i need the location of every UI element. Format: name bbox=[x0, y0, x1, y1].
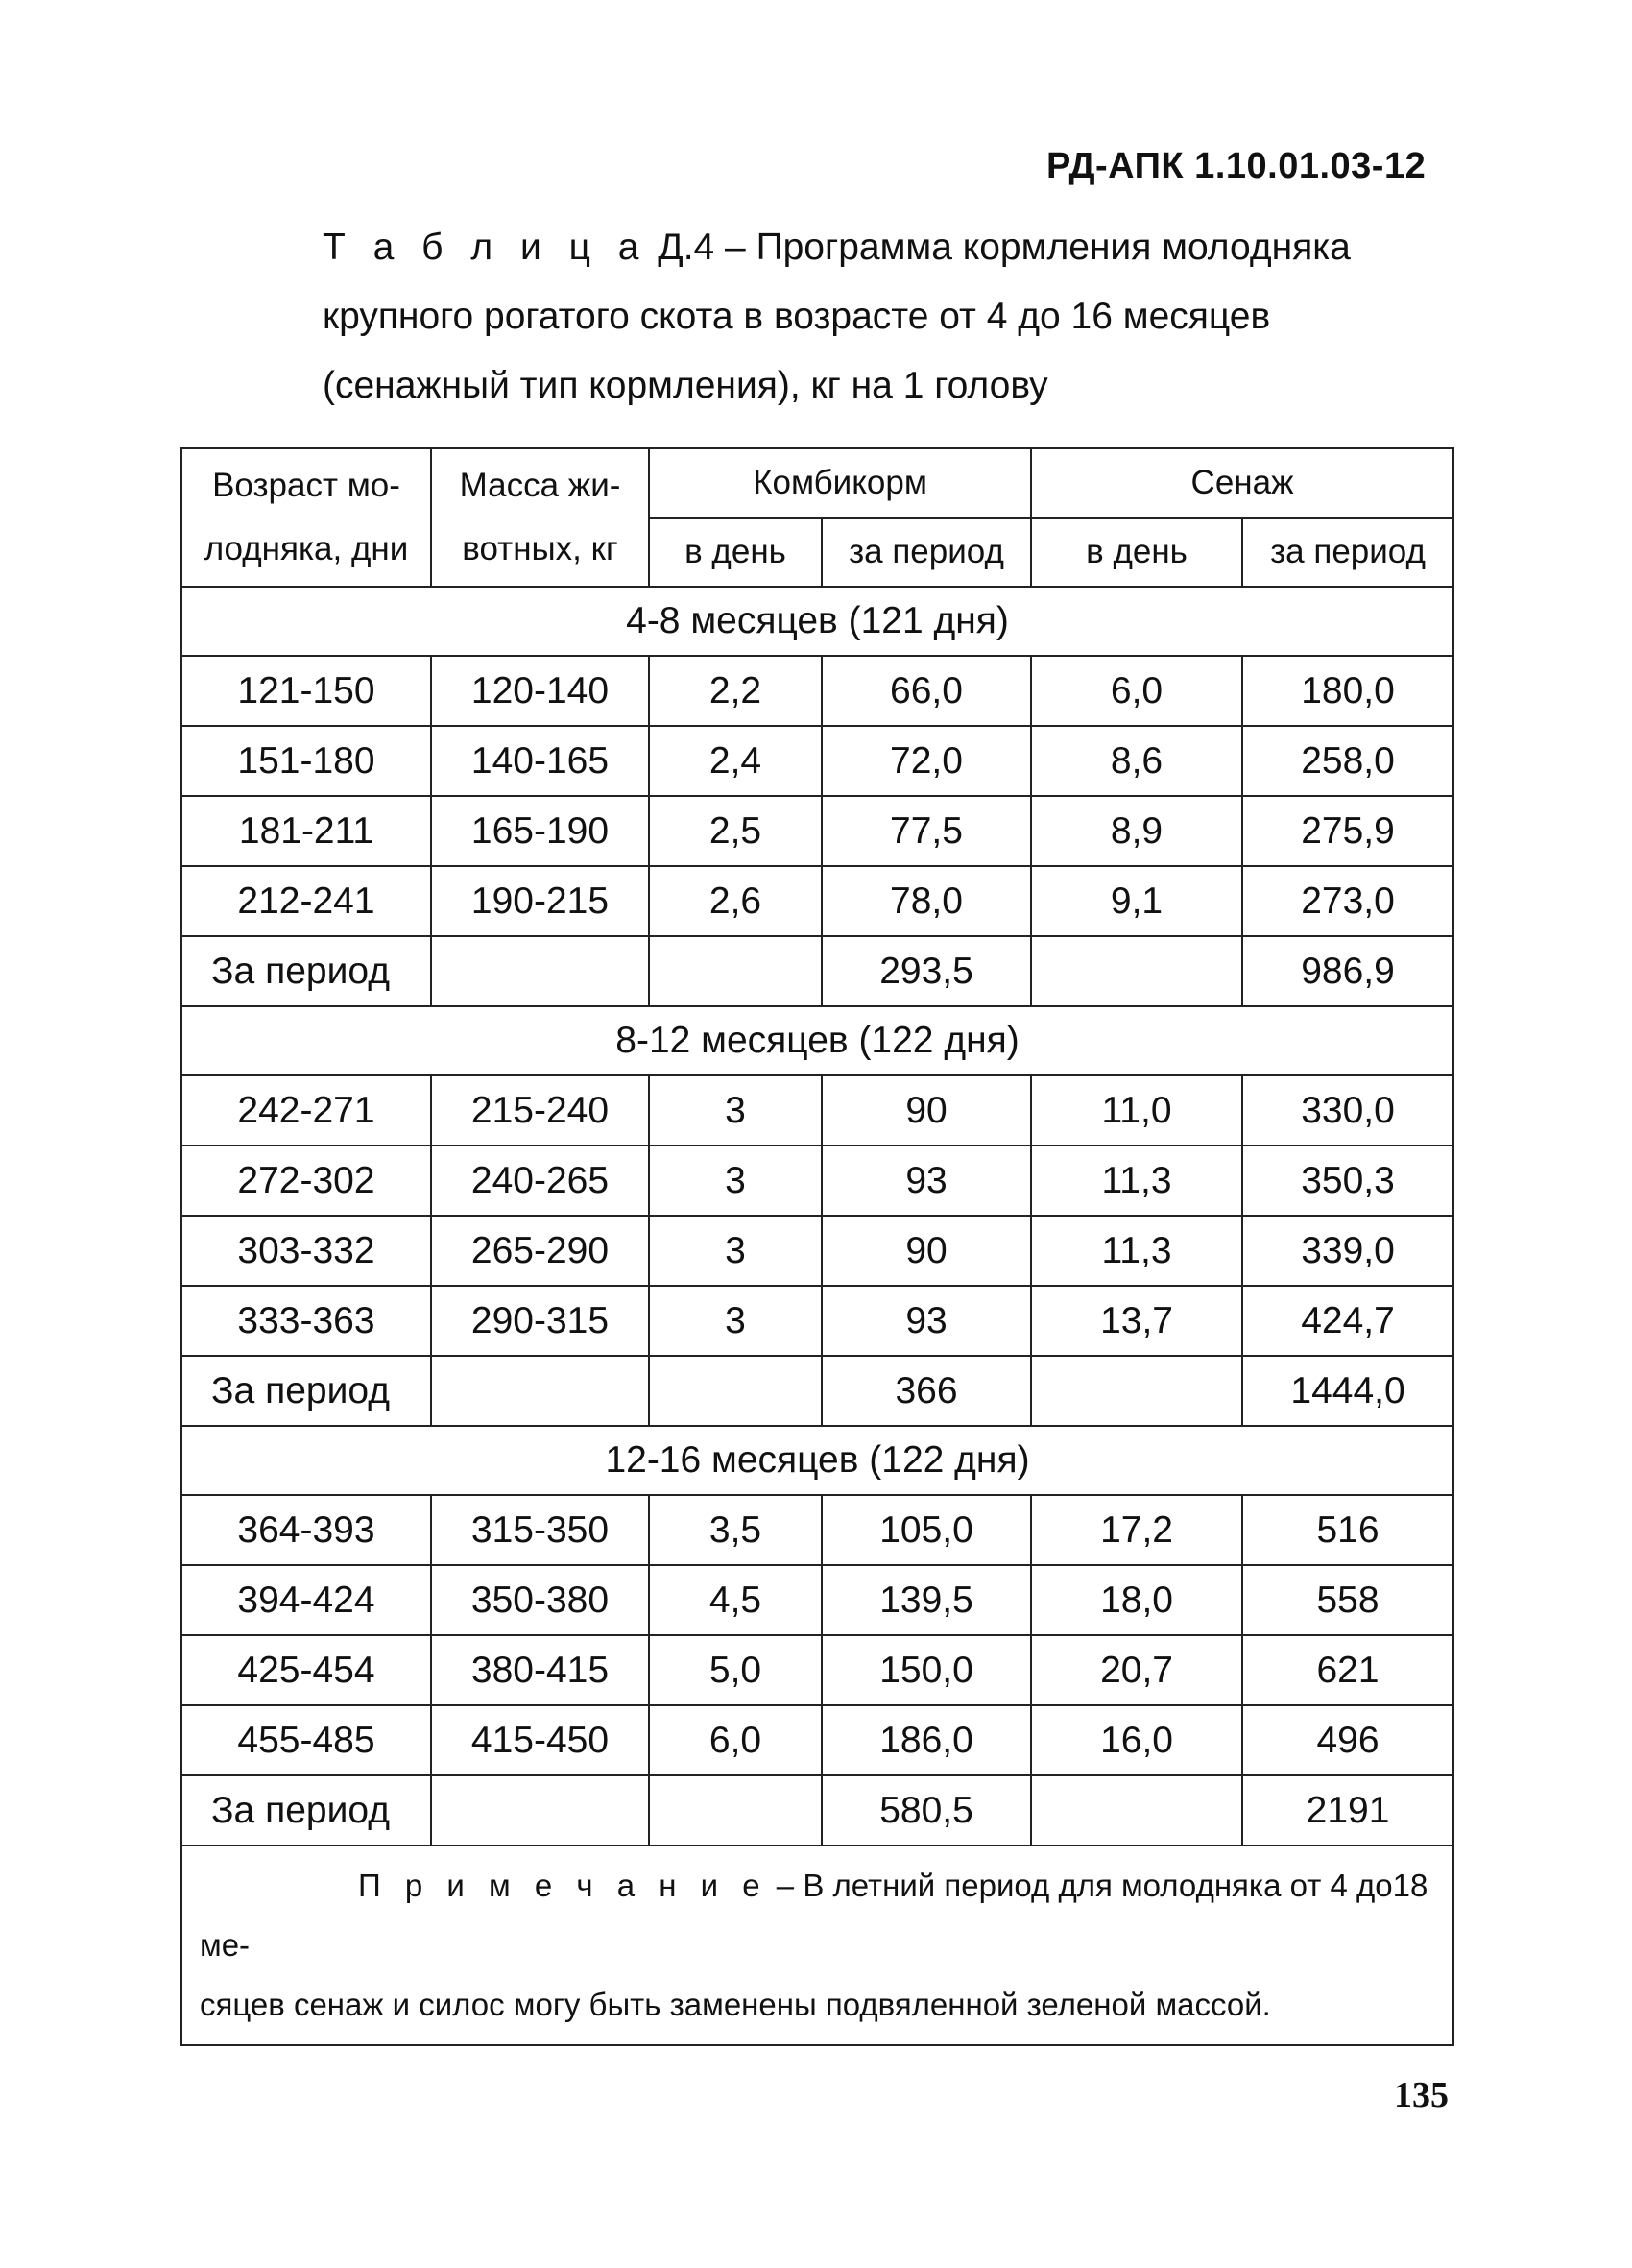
table-cell: 186,0 bbox=[822, 1705, 1031, 1775]
total-cell: 986,9 bbox=[1242, 936, 1453, 1006]
table-cell: 258,0 bbox=[1242, 726, 1453, 796]
table-cell: 6,0 bbox=[649, 1705, 822, 1775]
document-code: РД-АПК 1.10.01.03-12 bbox=[1046, 146, 1427, 186]
table-note bbox=[181, 1846, 1453, 2045]
total-cell bbox=[1031, 936, 1242, 1006]
table-cell: 273,0 bbox=[1242, 866, 1453, 936]
table-row bbox=[181, 866, 1453, 936]
table-row bbox=[181, 796, 1453, 866]
table-cell: 621 bbox=[1242, 1635, 1453, 1705]
total-cell: 2191 bbox=[1242, 1775, 1453, 1846]
table-cell: 16,0 bbox=[1031, 1705, 1242, 1775]
table-row bbox=[181, 1705, 1453, 1775]
table-cell: 265-290 bbox=[431, 1216, 649, 1286]
table-cell: 150,0 bbox=[822, 1635, 1031, 1705]
table-cell: 8,6 bbox=[1031, 726, 1242, 796]
table-cell: 181-211 bbox=[181, 796, 431, 866]
table-cell: 140-165 bbox=[431, 726, 649, 796]
section-row bbox=[181, 587, 1453, 656]
total-cell bbox=[649, 1356, 822, 1426]
table-cell: 3 bbox=[649, 1216, 822, 1286]
feeding-program-table bbox=[180, 447, 1454, 2046]
table-cell: 180,0 bbox=[1242, 656, 1453, 726]
table-cell: 4,5 bbox=[649, 1565, 822, 1635]
table-cell: 11,3 bbox=[1031, 1146, 1242, 1216]
note-label: П р и м е ч а н и е bbox=[358, 1868, 768, 1903]
total-cell: 580,5 bbox=[822, 1775, 1031, 1846]
header-compound-feed: Комбикорм bbox=[649, 448, 1031, 518]
header-mass bbox=[431, 448, 649, 587]
table-cell: 415-450 bbox=[431, 1705, 649, 1775]
total-cell bbox=[649, 1775, 822, 1846]
caption-line-3: (сенажный тип кормления), кг на 1 голову bbox=[323, 365, 1048, 406]
section-title: 8-12 месяцев (122 дня) bbox=[181, 1006, 1453, 1075]
table-cell: 240-265 bbox=[431, 1146, 649, 1216]
caption-line-1 bbox=[323, 213, 1475, 282]
total-cell bbox=[1031, 1775, 1242, 1846]
total-cell: 366 bbox=[822, 1356, 1031, 1426]
table-cell: 2,6 bbox=[649, 866, 822, 936]
table-cell: 93 bbox=[822, 1146, 1031, 1216]
table-cell: 6,0 bbox=[1031, 656, 1242, 726]
header-row-1 bbox=[181, 448, 1453, 518]
table-cell: 215-240 bbox=[431, 1075, 649, 1146]
note-text: – В летний период для молодняка от 4 до18 ме- bbox=[200, 1868, 1428, 1963]
table-cell: 190-215 bbox=[431, 866, 649, 936]
table-cell: 5,0 bbox=[649, 1635, 822, 1705]
table-cell: 3 bbox=[649, 1075, 822, 1146]
header-haylage: Сенаж bbox=[1031, 448, 1453, 518]
total-label: За период bbox=[181, 936, 431, 1006]
table-cell: 121-150 bbox=[181, 656, 431, 726]
table-row bbox=[181, 1146, 1453, 1216]
table-caption bbox=[323, 213, 1475, 421]
note-line-2: сяцев сенаж и силос могу быть заменены подвяленной зеленой массой. bbox=[200, 1987, 1271, 2022]
note-row bbox=[181, 1846, 1453, 2045]
table-cell: 3 bbox=[649, 1286, 822, 1356]
table-cell: 364-393 bbox=[181, 1495, 431, 1565]
table-cell: 394-424 bbox=[181, 1565, 431, 1635]
table-cell: 380-415 bbox=[431, 1635, 649, 1705]
table-cell: 3,5 bbox=[649, 1495, 822, 1565]
total-cell bbox=[431, 936, 649, 1006]
table-cell: 90 bbox=[822, 1075, 1031, 1146]
table-row bbox=[181, 1286, 1453, 1356]
table-cell: 93 bbox=[822, 1286, 1031, 1356]
total-label: За период bbox=[181, 1775, 431, 1846]
table-cell: 272-302 bbox=[181, 1146, 431, 1216]
header-mass-line-1: Масса жи- bbox=[459, 467, 621, 504]
section-row bbox=[181, 1426, 1453, 1495]
table-cell: 151-180 bbox=[181, 726, 431, 796]
table-cell: 2,2 bbox=[649, 656, 822, 726]
table-row bbox=[181, 1565, 1453, 1635]
table-row bbox=[181, 656, 1453, 726]
table-cell: 242-271 bbox=[181, 1075, 431, 1146]
table-row bbox=[181, 1216, 1453, 1286]
table-cell: 350-380 bbox=[431, 1565, 649, 1635]
table-cell: 424,7 bbox=[1242, 1286, 1453, 1356]
total-cell: 1444,0 bbox=[1242, 1356, 1453, 1426]
table-cell: 425-454 bbox=[181, 1635, 431, 1705]
total-label: За период bbox=[181, 1356, 431, 1426]
table-row bbox=[181, 1635, 1453, 1705]
header-age-line-1: Возраст мо- bbox=[212, 467, 400, 504]
note-line-1 bbox=[200, 1856, 1439, 1975]
header-mass-line-2: вотных, кг bbox=[462, 530, 618, 567]
table-cell: 11,0 bbox=[1031, 1075, 1242, 1146]
section-row bbox=[181, 1006, 1453, 1075]
table-cell: 333-363 bbox=[181, 1286, 431, 1356]
total-cell bbox=[431, 1775, 649, 1846]
table-cell: 20,7 bbox=[1031, 1635, 1242, 1705]
table-cell: 90 bbox=[822, 1216, 1031, 1286]
table-cell: 13,7 bbox=[1031, 1286, 1242, 1356]
table-cell: 303-332 bbox=[181, 1216, 431, 1286]
total-cell: 293,5 bbox=[822, 936, 1031, 1006]
table-cell: 350,3 bbox=[1242, 1146, 1453, 1216]
caption-line-2: крупного рогатого скота в возрасте от 4 до 16 месяцев bbox=[323, 296, 1271, 337]
total-cell bbox=[1031, 1356, 1242, 1426]
header-haylage-per-period: за период bbox=[1242, 518, 1453, 587]
total-row bbox=[181, 1775, 1453, 1846]
table-cell: 105,0 bbox=[822, 1495, 1031, 1565]
table-cell: 496 bbox=[1242, 1705, 1453, 1775]
table-cell: 66,0 bbox=[822, 656, 1031, 726]
table-cell: 72,0 bbox=[822, 726, 1031, 796]
table-cell: 516 bbox=[1242, 1495, 1453, 1565]
table-cell: 78,0 bbox=[822, 866, 1031, 936]
table-cell: 139,5 bbox=[822, 1565, 1031, 1635]
table-cell: 455-485 bbox=[181, 1705, 431, 1775]
total-cell bbox=[649, 936, 822, 1006]
caption-title: Д.4 – Программа кормления молодняка bbox=[658, 227, 1351, 268]
header-feed-per-day: в день bbox=[649, 518, 822, 587]
table-row bbox=[181, 726, 1453, 796]
table-cell: 11,3 bbox=[1031, 1216, 1242, 1286]
header-haylage-per-day: в день bbox=[1031, 518, 1242, 587]
header-age-line-2: лодняка, дни bbox=[204, 530, 409, 567]
table-cell: 212-241 bbox=[181, 866, 431, 936]
table-cell: 275,9 bbox=[1242, 796, 1453, 866]
page-number: 135 bbox=[1394, 2075, 1449, 2115]
section-title: 12-16 месяцев (122 дня) bbox=[181, 1426, 1453, 1495]
caption-label: Т а б л и ц а bbox=[323, 227, 648, 268]
table-cell: 3 bbox=[649, 1146, 822, 1216]
header-feed-per-period: за период bbox=[822, 518, 1031, 587]
table-cell: 18,0 bbox=[1031, 1565, 1242, 1635]
total-cell bbox=[431, 1356, 649, 1426]
header-age bbox=[181, 448, 431, 587]
table-cell: 77,5 bbox=[822, 796, 1031, 866]
table-cell: 558 bbox=[1242, 1565, 1453, 1635]
table-cell: 339,0 bbox=[1242, 1216, 1453, 1286]
table-cell: 315-350 bbox=[431, 1495, 649, 1565]
table-row bbox=[181, 1075, 1453, 1146]
section-title: 4-8 месяцев (121 дня) bbox=[181, 587, 1453, 656]
table-row bbox=[181, 1495, 1453, 1565]
total-row bbox=[181, 936, 1453, 1006]
table-cell: 165-190 bbox=[431, 796, 649, 866]
table-cell: 17,2 bbox=[1031, 1495, 1242, 1565]
table-cell: 9,1 bbox=[1031, 866, 1242, 936]
table-cell: 2,4 bbox=[649, 726, 822, 796]
table-cell: 290-315 bbox=[431, 1286, 649, 1356]
table-cell: 8,9 bbox=[1031, 796, 1242, 866]
table-cell: 330,0 bbox=[1242, 1075, 1453, 1146]
total-row bbox=[181, 1356, 1453, 1426]
table-cell: 2,5 bbox=[649, 796, 822, 866]
table-cell: 120-140 bbox=[431, 656, 649, 726]
